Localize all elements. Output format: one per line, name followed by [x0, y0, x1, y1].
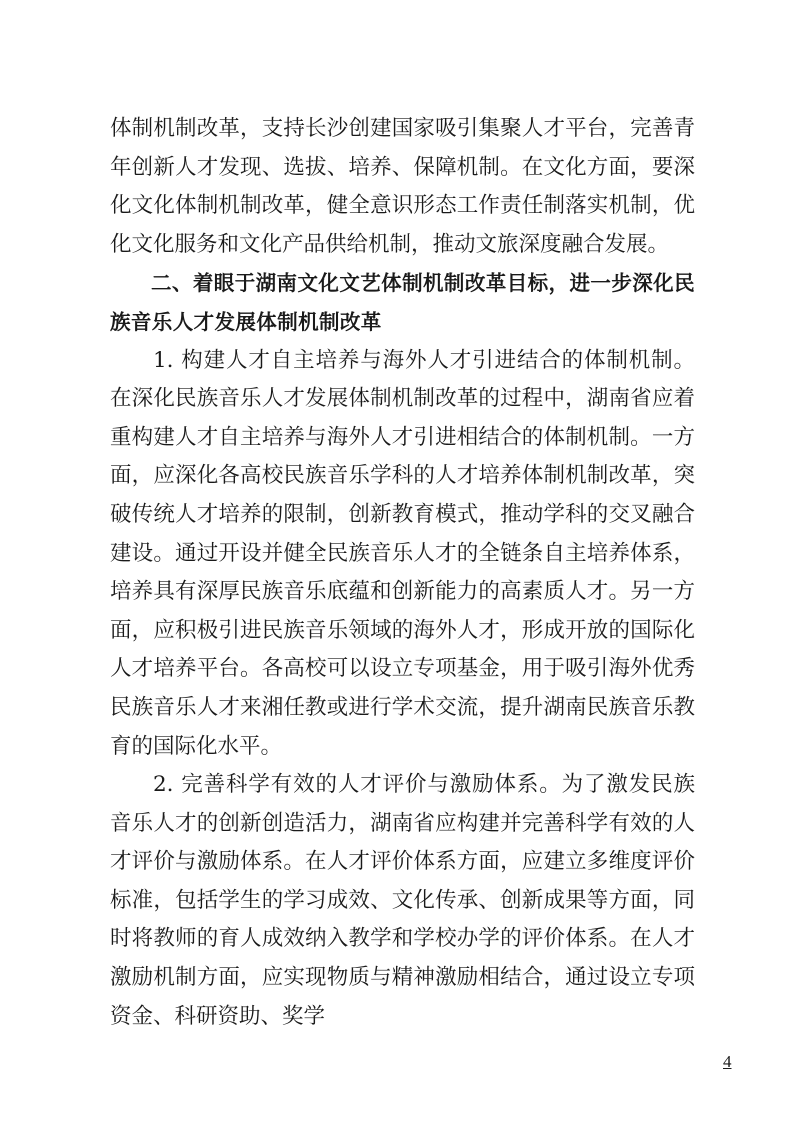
document-page — [110, 110, 695, 1036]
paragraph-continuation: 体制机制改革，支持长沙创建国家吸引集聚人才平台，完善青年创新人才发现、选拔、培养、保障机制。在文化方面，要深化文化体制机制改革，健全意识形态工作责任制落实机制，优化文化服务和文化产品供给机制，推动文旅深度融合发展。 — [110, 116, 695, 257]
paragraph-item-1: 1. 构建人才自主培养与海外人才引进结合的体制机制。在深化民族音乐人才发展体制机制改革的过程中，湖南省应着重构建人才自主培养与海外人才引进相结合的体制机制。一方面，应深化各高校民族音乐学科的人才培养体制机制改革，突破传统人才培养的限制，创新教育模式，推动学科的交叉融合建设。通过开设并健全民族音乐人才的全链条自主培养体系，培养具有深厚民族音乐底蕴和创新能力的高素质人才。另一方面，应积极引进民族音乐领域的海外人才，形成开放的国际化人才培养平台。各高校可以设立专项基金，用于吸引海外优秀民族音乐人才来湘任教或进行学术交流，提升湖南民族音乐教育的国际化水平。 — [110, 347, 695, 759]
paragraph-item-2: 2. 完善科学有效的人才评价与激励体系。为了激发民族音乐人才的创新创造活力，湖南省应构建并完善科学有效的人才评价与激励体系。在人才评价体系方面，应建立多维度评价标准，包括学生的学习成效、文化传承、创新成果等方面，同时将教师的育人成效纳入教学和学校办学的评价体系。在人才激励机制方面，应实现物质与精神激励相结合，通过设立专项资金、科研资助、奖学 — [110, 772, 695, 1029]
page-number: 4 — [723, 1052, 732, 1071]
section-heading: 二、着眼于湖南文化文艺体制机制改革目标，进一步深化民族音乐人才发展体制机制改革 — [110, 271, 695, 334]
